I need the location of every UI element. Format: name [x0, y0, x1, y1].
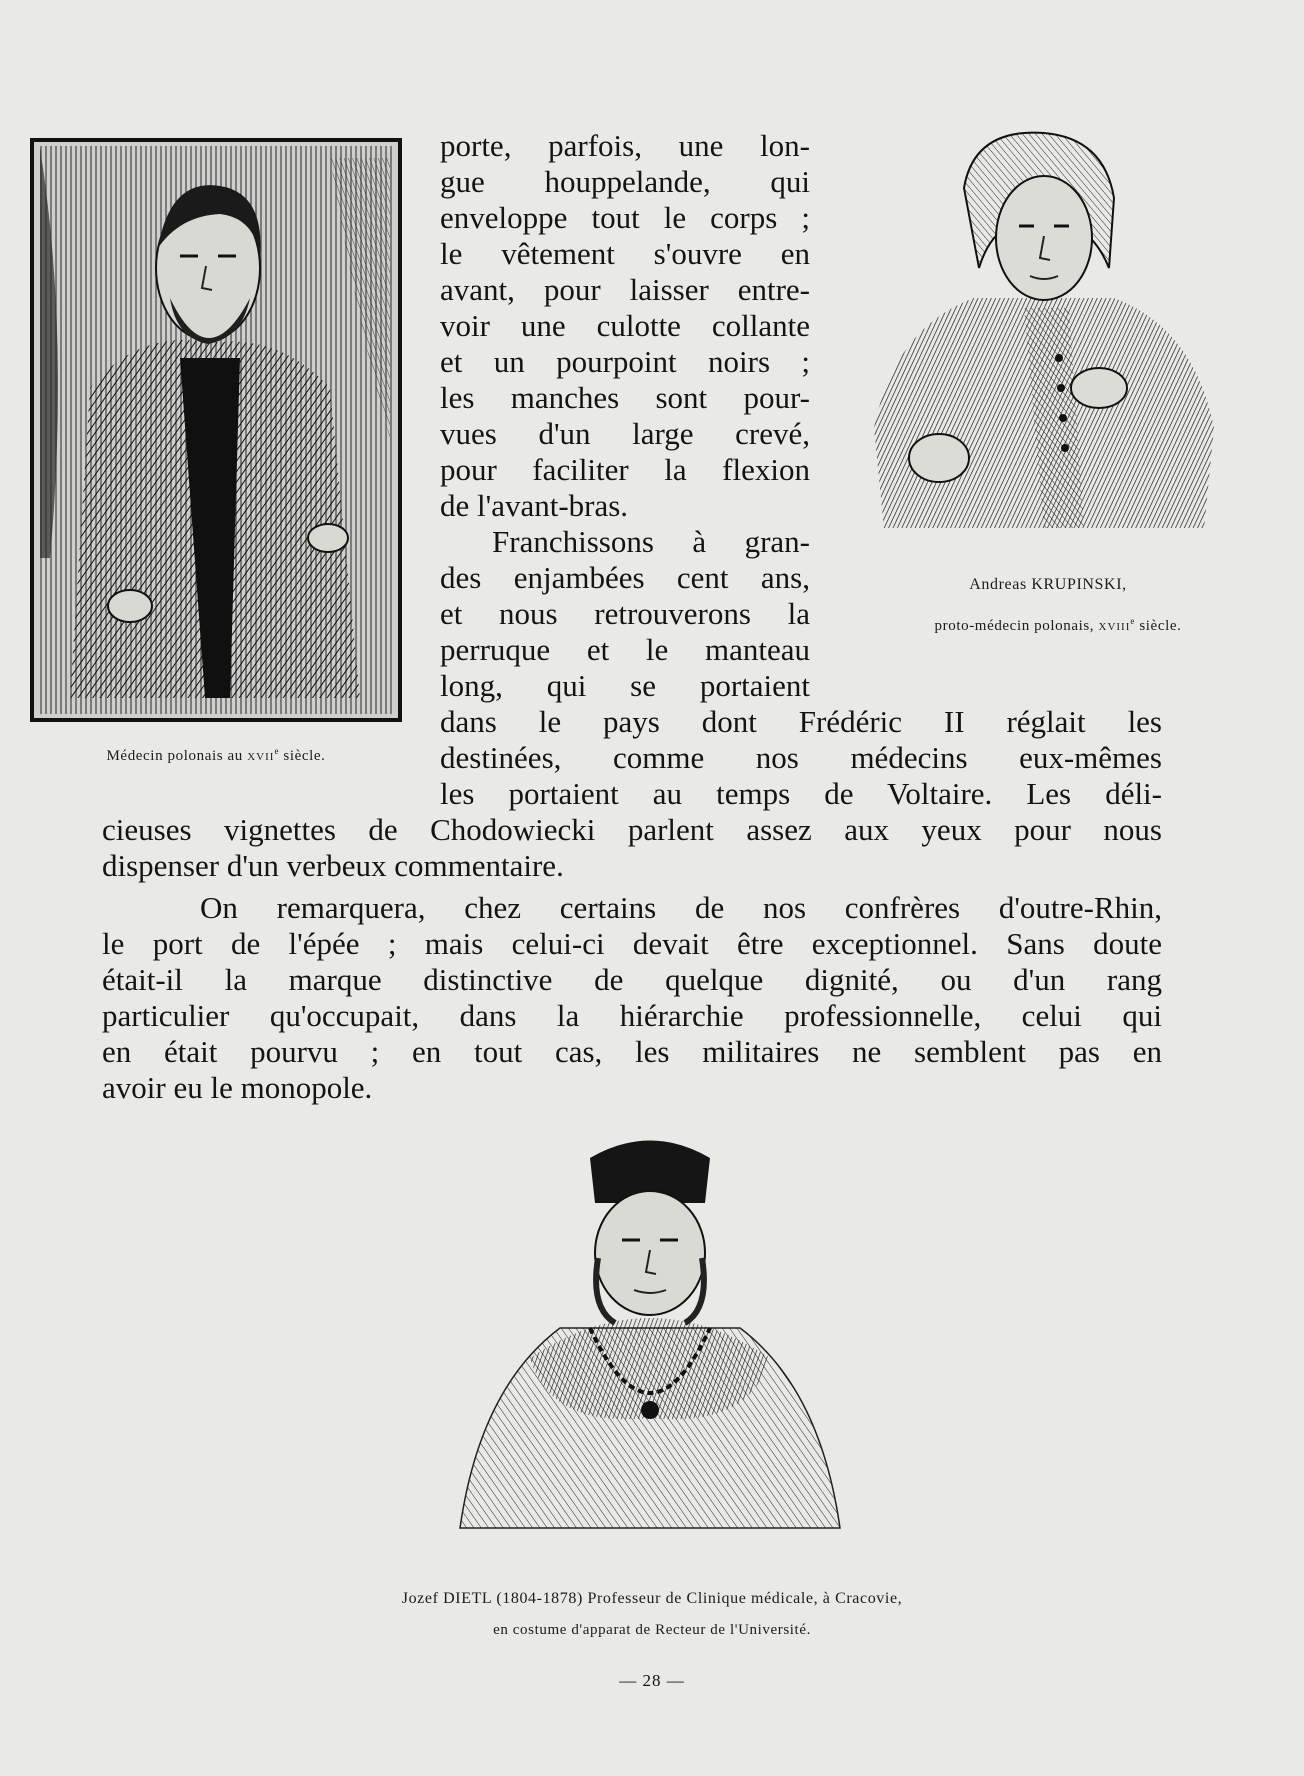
left-caption-sup: e [274, 746, 280, 756]
text-line: porte, parfois, une lon- [440, 128, 810, 163]
page-number: — 28 — [619, 1671, 685, 1690]
text-line: dispenser d'un verbeux commentaire. [102, 848, 564, 883]
right-portrait-engraving [854, 128, 1226, 538]
text-line: On remarquera, chez certains de nos confrères d'outre-Rhin, [200, 890, 1162, 925]
left-caption-text-a: Médecin polonais au [106, 748, 248, 764]
text-line: avoir eu le monopole. [102, 1070, 373, 1105]
text-line: de l'avant-bras. [440, 488, 629, 523]
left-caption-text-b: siècle. [279, 748, 326, 764]
left-caption-century: xvii [247, 748, 275, 764]
figure-bottom [300, 1128, 1004, 1648]
text-line: et nous retrouverons la [440, 596, 810, 631]
bottom-portrait-engraving [450, 1128, 850, 1548]
text-line: avant, pour laisser entre- [440, 272, 810, 307]
text-line: perruque et le manteau [440, 632, 810, 667]
figure-right [848, 128, 1268, 658]
left-portrait-engraving [30, 138, 402, 722]
text-line: des enjambées cent ans, [440, 560, 810, 595]
text-line: dans le pays dont Frédéric II réglait les [440, 704, 1162, 739]
right-caption-text-a: proto-médecin polonais, [934, 618, 1099, 634]
text-line: voir une culotte collante [440, 308, 810, 343]
bottom-figure-caption-line2: en costume d'apparat de Recteur de l'Université. [493, 1622, 811, 1638]
text-line: vues d'un large crevé, [440, 416, 810, 451]
bottom-figure-caption-line1: Jozef DIETL (1804-1878) Professeur de Clinique médicale, à Cracovie, [401, 1590, 903, 1607]
right-caption-century: xviii [1098, 618, 1131, 634]
text-line: et un pourpoint noirs ; [440, 344, 810, 379]
text-line: Franchissons à gran- [492, 524, 810, 559]
text-line: le port de l'épée ; mais celui-ci devait être exceptionnel. Sans doute [102, 926, 1162, 961]
right-figure-caption-line2 [848, 616, 1268, 635]
text-line: les portaient au temps de Voltaire. Les déli- [440, 776, 1162, 811]
text-line: enveloppe tout le corps ; [440, 200, 810, 235]
text-line: pour faciliter la flexion [440, 452, 810, 487]
figure-left [28, 138, 404, 764]
right-figure-caption-line1: Andreas KRUPINSKI, [969, 576, 1127, 593]
text-line: particulier qu'occupait, dans la hiérarchie professionnelle, celui qui [102, 998, 1162, 1033]
right-caption-text-b: siècle. [1135, 618, 1182, 634]
text-line: long, qui se portaient [440, 668, 810, 703]
left-figure-caption [28, 746, 404, 765]
text-line: cieuses vignettes de Chodowiecki parlent assez aux yeux pour nous [102, 812, 1162, 847]
right-caption-sup: e [1130, 616, 1135, 626]
text-line: le vêtement s'ouvre en [440, 236, 810, 271]
text-line: gue houppelande, qui [440, 164, 810, 199]
text-line: en était pourvu ; en tout cas, les militaires ne semblent pas en [102, 1034, 1162, 1069]
text-line: les manches sont pour- [440, 380, 810, 415]
text-line: était-il la marque distinctive de quelque dignité, ou d'un rang [102, 962, 1162, 997]
text-line: destinées, comme nos médecins eux-mêmes [440, 740, 1162, 775]
